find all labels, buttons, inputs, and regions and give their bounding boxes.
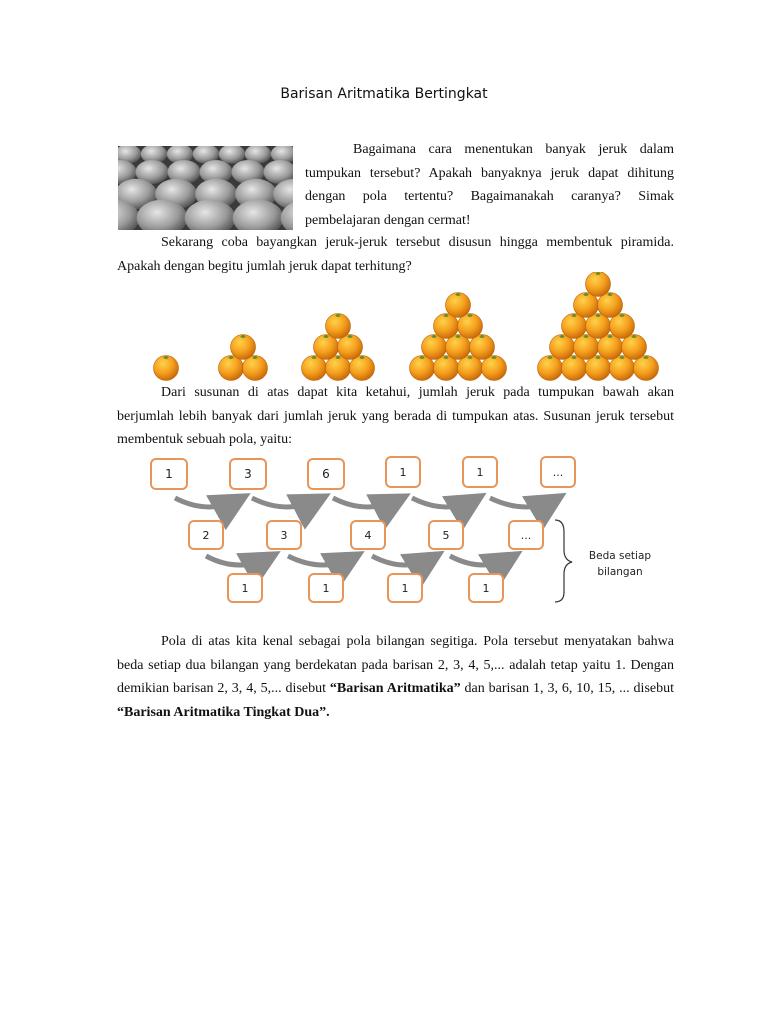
orange-stem — [620, 314, 625, 317]
orange-stem — [468, 356, 473, 359]
row2-box-4: 5 — [428, 520, 464, 550]
orange-stem — [608, 293, 613, 296]
row1-box-5: 1 — [462, 456, 498, 488]
orange-stem — [348, 335, 353, 338]
orange-stem — [456, 335, 461, 338]
arrow-curve — [490, 498, 558, 507]
orange-stem — [360, 356, 365, 359]
brace-label-line1: Beda setiap — [588, 550, 652, 562]
orange-stem — [492, 356, 497, 359]
orange-stem — [560, 335, 565, 338]
orange-stem — [620, 356, 625, 359]
orange-pyramid — [154, 356, 179, 381]
orange-pyramid — [538, 272, 659, 381]
row3-box-4: 1 — [468, 573, 504, 603]
orange-pyramids-illustration — [140, 272, 680, 382]
orange-fruit — [446, 293, 471, 318]
conclusion-paragraph: Pola di atas kita kenal sebagai pola bilangan segitiga. Pola tersebut menyatakan bahwa beda setiap dua bilangan yang berdekatan pada barisan 2, 3, 4, 5,... adalah tetap yaitu 1. Dengan demikian barisan 2, 3, 4, 5,... disebut “Barisan Aritmatika” dan barisan 1, 3, 6, 10, 15, ... disebut “Barisan Aritmatika Tingkat Dua”. — [117, 634, 674, 720]
intro-paragraph: Bagaimana cara menentukan banyak jeruk dalam tumpukan tersebut? Apakah banyaknya jeruk dapat dihitung dengan pola tertentu? Bagaimanakah caranya? Simak pembelajaran dengan cermat! — [305, 142, 674, 228]
brace-label-line2: bilangan — [597, 566, 643, 578]
term-second-order-sequence: “Barisan Aritmatika Tingkat Dua”. — [117, 704, 330, 720]
row2-box-1: 2 — [188, 520, 224, 550]
orange-pyramid — [302, 314, 375, 381]
orange-stem — [644, 356, 649, 359]
row1-box-6: ... — [540, 456, 576, 488]
orange-stem — [596, 272, 601, 275]
row2-box-2: 3 — [266, 520, 302, 550]
orange-stem — [253, 356, 258, 359]
arrow-curve — [288, 556, 356, 565]
row2-box-5: ... — [508, 520, 544, 550]
orange-stem — [480, 335, 485, 338]
row3-box-2: 1 — [308, 573, 344, 603]
pattern-paragraph: Dari susunan di atas dapat kita ketahui, jumlah jeruk pada tumpukan bawah akan berjumlah lebih banyak dari jumlah jeruk yang berada di tumpukan atas. Susunan jeruk tersebut membentuk sebuah pola, yaitu: — [117, 385, 674, 447]
row1-box-3: 6 — [307, 458, 345, 490]
orange-stem — [312, 356, 317, 359]
orange-stem — [584, 293, 589, 296]
orange-stem — [241, 335, 246, 338]
orange-stem — [572, 356, 577, 359]
orange-stem — [548, 356, 553, 359]
arrow-curve — [252, 498, 322, 507]
arrow-curve — [333, 498, 402, 507]
row1-box-2: 3 — [229, 458, 267, 490]
row1-box-1: 1 — [150, 458, 188, 490]
orange-stem — [432, 335, 437, 338]
row3-box-1: 1 — [227, 573, 263, 603]
orange-pyramid — [219, 335, 268, 381]
orange-fruit — [326, 314, 351, 339]
orange-stem — [336, 314, 341, 317]
orange-stem — [572, 314, 577, 317]
orange-stem — [444, 314, 449, 317]
arrow-curve — [450, 556, 514, 565]
orange-stem — [468, 314, 473, 317]
arrow-curve — [175, 498, 242, 507]
orange-pyramid — [410, 293, 507, 381]
page-title: Barisan Aritmatika Bertingkat — [280, 86, 488, 102]
orange-stem — [229, 356, 234, 359]
orange-stem — [608, 335, 613, 338]
orange-stem — [336, 356, 341, 359]
oranges-photo — [118, 146, 293, 230]
row1-box-4: 1 — [385, 456, 421, 488]
brace — [555, 520, 572, 602]
orange-stem — [420, 356, 425, 359]
orange-stem — [324, 335, 329, 338]
arrow-curve — [412, 498, 478, 507]
orange-fruit — [231, 335, 256, 360]
arrow-curve — [206, 556, 272, 565]
arrow-curve — [372, 556, 436, 565]
orange-stem — [444, 356, 449, 359]
orange-stem — [632, 335, 637, 338]
orange-stem — [596, 314, 601, 317]
orange-stem — [584, 335, 589, 338]
orange-stem — [164, 356, 169, 359]
orange-fruit — [154, 356, 179, 381]
term-arithmetic-sequence: “Barisan Aritmatika” — [329, 681, 461, 696]
brace-label — [580, 548, 660, 580]
orange-stem — [596, 356, 601, 359]
orange-fruit — [586, 272, 611, 297]
pyramid-paragraph: Sekarang coba bayangkan jeruk-jeruk tersebut disusun hingga membentuk piramida. Apakah dengan begitu jumlah jeruk dapat terhitung? — [117, 235, 674, 274]
pattern-diagram — [140, 450, 680, 615]
orange-stem — [456, 293, 461, 296]
row3-box-3: 1 — [387, 573, 423, 603]
row2-box-3: 4 — [350, 520, 386, 550]
